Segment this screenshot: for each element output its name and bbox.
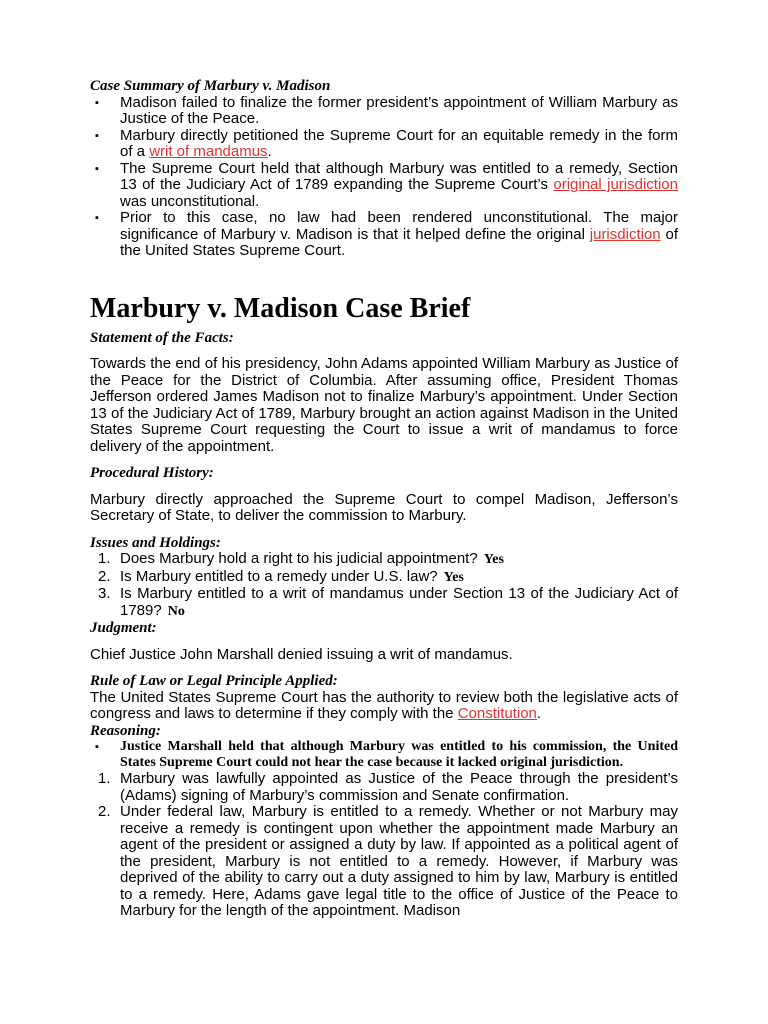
bullet-marker: ▪ <box>95 129 99 142</box>
issue-number: 3. <box>98 585 111 602</box>
rule-paragraph <box>90 690 678 723</box>
bullet-marker: ▪ <box>95 741 99 753</box>
rule-text: The United States Supreme Court has the authority to review both the legislative acts of congress and laws to determine if they comply with the <box>90 688 678 722</box>
issue-answer: Yes <box>443 569 464 585</box>
rule-heading: Rule of Law or Legal Principle Applied: <box>90 673 338 689</box>
reasoning-number: 1. <box>98 770 111 787</box>
reasoning-item <box>90 771 678 804</box>
summary-bullet-text: . <box>267 143 272 160</box>
procedural-history-heading: Procedural History: <box>90 465 214 481</box>
reasoning-bullet <box>90 739 678 771</box>
issue-number: 2. <box>98 567 111 585</box>
reasoning-item <box>90 804 678 920</box>
facts-heading: Statement of the Facts: <box>90 329 234 346</box>
judgment-paragraph: Chief Justice John Marshall denied issuing a writ of mandamus. <box>90 645 513 663</box>
jurisdiction-link[interactable]: jurisdiction <box>589 225 661 243</box>
summary-bullet-text: Prior to this case, no law had been rendered unconstitutional. The major significance of Marbury v. Madison is that it helped define the original <box>120 209 678 243</box>
reasoning-text: Under federal law, Marbury is entitled to a remedy. Whether or not Marbury may receive a remedy is contingent upon whether the appointment made Marbury an agent of the president or assigned a duty by law. If appointed as a political agent of the president, Marbury is not entitled to a remedy. However, if Marbury was deprived of the ability to carry out a duty assigned to him by law, Marbury is entitled to a remedy. Here, Adams gave legal title to the office of Justice of the Peace to Marbury for the length of the appointment. Madison <box>120 803 678 919</box>
writ-of-mandamus-link[interactable]: writ of mandamus <box>149 143 268 160</box>
summary-bullet-text: Madison failed to finalize the former president’s appointment of William Marbury as Justice of the Peace. <box>120 93 678 127</box>
issue-text: Is Marbury entitled to a writ of mandamus under Section 13 of the Judiciary Act of 1789? <box>120 585 678 619</box>
document-content <box>90 78 678 920</box>
issue-item <box>90 569 678 587</box>
reasoning-number: 2. <box>98 803 111 820</box>
summary-bullet <box>90 95 678 128</box>
case-brief-title: Marbury v. Madison Case Brief <box>90 292 471 324</box>
constitution-link[interactable]: Constitution <box>457 705 537 722</box>
bullet-marker: ▪ <box>95 96 99 109</box>
bullet-marker: ▪ <box>95 212 99 224</box>
summary-bullet-list <box>90 95 678 260</box>
reasoning-bullet-list <box>90 739 678 771</box>
issue-item <box>90 586 678 620</box>
issue-text: Is Marbury entitled to a remedy under U.S. law? <box>120 567 438 585</box>
issue-answer: Yes <box>483 552 504 567</box>
issue-answer: No <box>167 603 185 619</box>
original-jurisdiction-link[interactable]: original jurisdiction <box>553 176 678 193</box>
judgment-heading: Judgment: <box>90 620 157 636</box>
bullet-marker: ▪ <box>95 162 99 175</box>
issue-text: Does Marbury hold a right to his judicial appointment? <box>120 550 478 567</box>
summary-bullet <box>90 128 678 161</box>
summary-bullet <box>90 161 678 211</box>
facts-paragraph: Towards the end of his presidency, John Adams appointed William Marbury as Justice of the Peace for the District of Columbia. After assuming office, President Thomas Jefferson ordered James Madison not to finalize Marbury’s appointment. Under Section 13 of the Judiciary Act of 1789, Marbury brought an action against Madison in the United States Supreme Court requesting the Court to issue a writ of mandamus to force delivery of the appointment. <box>90 355 678 455</box>
issue-number: 1. <box>98 550 111 567</box>
reasoning-heading: Reasoning: <box>90 722 161 739</box>
summary-bullet-text: was unconstitutional. <box>120 192 260 210</box>
summary-heading: Case Summary of Marbury v. Madison <box>90 78 331 94</box>
reasoning-text: Marbury was lawfully appointed as Justice of the Peace through the president’s (Adams) signing of Marbury’s commission and Senate confirmation. <box>120 770 678 804</box>
summary-bullet-text: Marbury directly petitioned the Supreme Court for an equitable remedy in the form of a <box>120 126 678 160</box>
rule-text: . <box>536 705 542 722</box>
summary-bullet <box>90 210 678 260</box>
issues-list <box>90 551 678 620</box>
summary-bullet-text: The Supreme Court held that although Marbury was entitled to a remedy, Section 13 of the Judiciary Act of 1789 expanding the Supreme Court’s <box>120 159 678 193</box>
reasoning-bullet-text: Justice Marshall held that although Marbury was entitled to his commission, the United States Supreme Court could not hear the case because it lacked original jurisdiction. <box>120 739 678 770</box>
issues-heading: Issues and Holdings: <box>90 534 221 551</box>
issue-item <box>90 551 678 569</box>
reasoning-list <box>90 771 678 920</box>
summary-bullet-text: of the United States Supreme Court. <box>120 225 678 259</box>
procedural-history-paragraph: Marbury directly approached the Supreme Court to compel Madison, Jefferson’s Secretary of State, to deliver the commission to Marbury. <box>90 490 678 524</box>
